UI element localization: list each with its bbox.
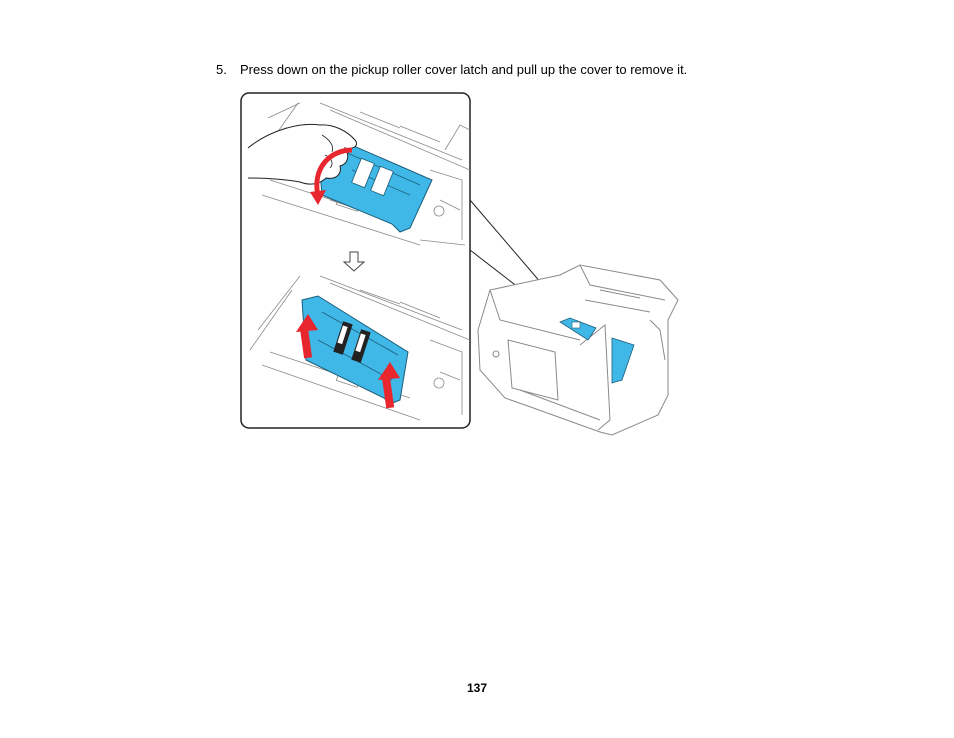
page-number: 137 bbox=[466, 681, 488, 695]
scanner-latch bbox=[572, 322, 580, 328]
step-number: 5. bbox=[216, 62, 227, 77]
step-text: Press down on the pickup roller cover latch and pull up the cover to remove it. bbox=[240, 62, 688, 77]
scanner-overview bbox=[478, 265, 678, 435]
